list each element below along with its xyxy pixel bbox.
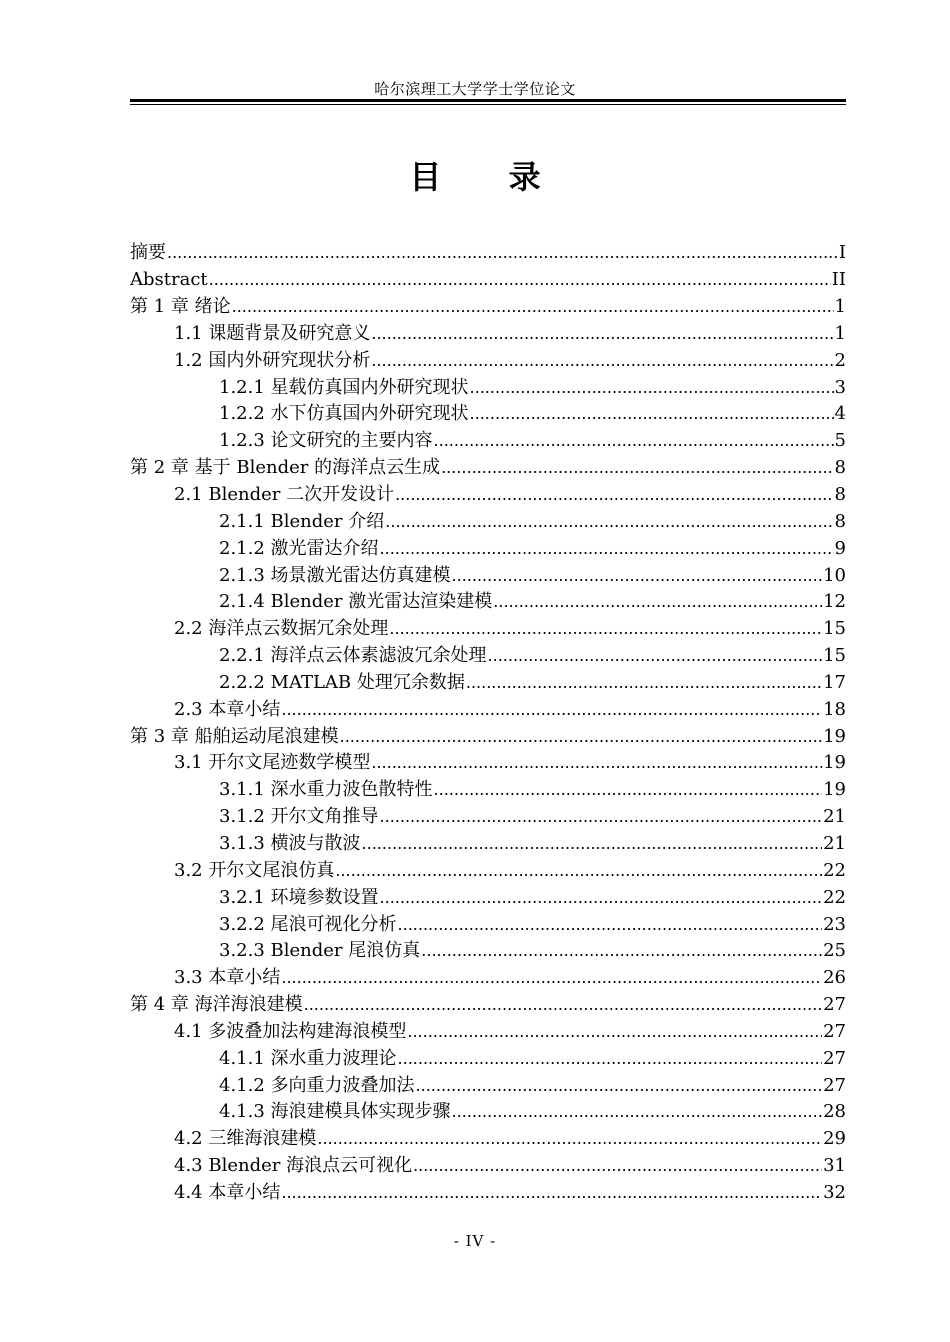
toc-entry-page: 21 [823, 806, 846, 828]
toc-leader-dots [470, 375, 834, 401]
toc-entry[interactable] [130, 616, 846, 643]
toc-entry[interactable] [130, 750, 846, 777]
toc-entry[interactable] [130, 911, 846, 938]
toc-entry-page: 19 [823, 752, 846, 774]
toc-leader-dots [493, 589, 822, 615]
toc-entry-label: 第 3 章 船舶运动尾浪建模 [130, 725, 339, 747]
toc-leader-dots [304, 992, 822, 1018]
toc-entry-page: 21 [823, 832, 846, 854]
toc-leader-dots [416, 1073, 823, 1099]
toc-entry-label: 4.1 多波叠加法构建海浪模型 [174, 1020, 407, 1042]
toc-leader-dots [398, 912, 823, 938]
toc-leader-dots [398, 1046, 823, 1072]
toc-entry[interactable] [130, 294, 846, 321]
toc-entry-label: 1.2.2 水下仿真国内外研究现状 [219, 403, 469, 425]
toc-leader-dots [380, 885, 823, 911]
toc-leader-dots [488, 643, 823, 669]
toc-leader-dots [395, 482, 833, 508]
toc-entry[interactable] [130, 428, 846, 455]
toc-entry-label: 2.2.1 海洋点云体素滤波冗余处理 [219, 645, 487, 667]
toc-entry-label: 3.2.2 尾浪可视化分析 [219, 913, 397, 935]
toc-entry-page: 15 [823, 645, 846, 667]
toc-entry-page: 15 [823, 618, 846, 640]
toc-entry[interactable] [130, 1126, 846, 1153]
toc-leader-dots [209, 267, 831, 293]
toc-entry-label: 1.1 课题背景及研究意义 [174, 322, 371, 344]
page-number: - IV - [453, 1232, 497, 1250]
toc-entry[interactable] [130, 455, 846, 482]
header-rule-thick [130, 99, 846, 102]
toc-entry-label: 3.3 本章小结 [174, 967, 281, 989]
toc-leader-dots [452, 563, 823, 589]
toc-leader-dots [371, 321, 833, 347]
toc-entry-label: 3.1 开尔文尾迹数学模型 [174, 752, 371, 774]
toc-leader-dots [434, 777, 823, 803]
toc-entry[interactable] [130, 347, 846, 374]
toc-entry[interactable] [130, 643, 846, 670]
toc-leader-dots [380, 536, 834, 562]
toc-entry[interactable] [130, 1018, 846, 1045]
toc-entry[interactable] [130, 723, 846, 750]
table-of-contents [130, 240, 846, 1206]
toc-entry-page: 2 [834, 349, 846, 371]
toc-entry-page: 27 [823, 1047, 846, 1069]
toc-entry-label: 3.1.2 开尔文角推导 [219, 806, 379, 828]
toc-entry[interactable] [130, 1072, 846, 1099]
toc-leader-dots [371, 348, 833, 374]
toc-entry-page: 17 [823, 671, 846, 693]
toc-entry-label: Abstract [130, 269, 208, 291]
toc-entry-page: 31 [823, 1155, 846, 1177]
toc-entry-label: 第 2 章 基于 Blender 的海洋点云生成 [130, 457, 441, 479]
toc-entry-label: 3.2.3 Blender 尾浪仿真 [219, 940, 421, 962]
toc-entry-label: 3.2.1 环境参数设置 [219, 886, 379, 908]
toc-entry-page: I [838, 242, 846, 264]
toc-entry-page: 10 [823, 564, 846, 586]
toc-title: 目 录 [409, 158, 569, 196]
toc-entry-page: 28 [823, 1101, 846, 1123]
toc-entry[interactable] [130, 267, 846, 294]
toc-entry[interactable] [130, 240, 846, 267]
toc-entry-page: 18 [823, 698, 846, 720]
toc-entry[interactable] [130, 777, 846, 804]
toc-entry-page: 27 [823, 994, 846, 1016]
toc-entry-page: 29 [823, 1128, 846, 1150]
toc-entry-label: 第 4 章 海洋海浪建模 [130, 994, 303, 1016]
toc-entry[interactable] [130, 965, 846, 992]
toc-entry[interactable] [130, 992, 846, 1019]
toc-entry-page: 26 [823, 967, 846, 989]
toc-entry-label: 2.1.3 场景激光雷达仿真建模 [219, 564, 451, 586]
toc-entry[interactable] [130, 401, 846, 428]
toc-entry-label: 4.1.3 海浪建模具体实现步骤 [219, 1101, 451, 1123]
toc-entry[interactable] [130, 884, 846, 911]
toc-leader-dots [340, 724, 822, 750]
toc-entry-label: 4.1.1 深水重力波理论 [219, 1047, 397, 1069]
toc-entry-page: II [831, 269, 846, 291]
toc-leader-dots [434, 428, 834, 454]
toc-leader-dots [470, 401, 834, 427]
toc-entry-label: 3.1.3 横波与散波 [219, 832, 361, 854]
toc-entry-label: 摘要 [130, 242, 166, 264]
toc-leader-dots [407, 1019, 822, 1045]
toc-leader-dots [317, 1126, 822, 1152]
toc-entry-page: 8 [834, 484, 846, 506]
toc-entry-page: 23 [823, 913, 846, 935]
toc-entry-label: 2.2.2 MATLAB 处理冗余数据 [219, 671, 465, 693]
toc-entry-page: 8 [834, 510, 846, 532]
toc-leader-dots [281, 1180, 822, 1206]
toc-entry[interactable] [130, 535, 846, 562]
toc-entry-label: 2.1.1 Blender 介绍 [219, 510, 385, 532]
toc-leader-dots [380, 804, 823, 830]
toc-entry-label: 4.3 Blender 海浪点云可视化 [174, 1155, 413, 1177]
toc-entry[interactable] [130, 1099, 846, 1126]
toc-entry[interactable] [130, 374, 846, 401]
toc-entry-page: 1 [834, 322, 846, 344]
toc-entry-label: 2.1.2 激光雷达介绍 [219, 537, 379, 559]
toc-entry-label: 3.2 开尔文尾浪仿真 [174, 859, 335, 881]
toc-entry[interactable] [130, 1153, 846, 1180]
toc-leader-dots [466, 670, 822, 696]
header-rule-thin [130, 104, 846, 105]
toc-entry-label: 2.1.4 Blender 激光雷达渲染建模 [219, 591, 493, 613]
toc-entry-page: 9 [834, 537, 846, 559]
toc-leader-dots [371, 750, 822, 776]
toc-entry[interactable] [130, 804, 846, 831]
toc-entry[interactable] [130, 831, 846, 858]
toc-entry[interactable] [130, 938, 846, 965]
toc-entry-page: 4 [834, 403, 846, 425]
toc-entry-label: 4.4 本章小结 [174, 1181, 281, 1203]
toc-entry-page: 22 [823, 886, 846, 908]
toc-entry-label: 1.2.3 论文研究的主要内容 [219, 430, 433, 452]
toc-entry-page: 1 [834, 296, 846, 318]
toc-entry-page: 19 [823, 725, 846, 747]
toc-entry[interactable] [130, 508, 846, 535]
toc-entry-label: 2.3 本章小结 [174, 698, 281, 720]
toc-entry-label: 1.2.1 星载仿真国内外研究现状 [219, 376, 469, 398]
toc-entry[interactable] [130, 321, 846, 348]
toc-leader-dots [232, 294, 834, 320]
toc-entry[interactable] [130, 857, 846, 884]
toc-leader-dots [385, 509, 833, 535]
toc-entry-page: 12 [823, 591, 846, 613]
toc-leader-dots [441, 455, 833, 481]
toc-leader-dots [389, 616, 822, 642]
toc-leader-dots [281, 965, 822, 991]
toc-entry[interactable] [130, 696, 846, 723]
toc-entry-label: 第 1 章 绪论 [130, 296, 231, 318]
toc-entry-label: 2.1 Blender 二次开发设计 [174, 484, 395, 506]
toc-entry-page: 3 [834, 376, 846, 398]
toc-entry[interactable] [130, 1045, 846, 1072]
toc-entry-page: 25 [823, 940, 846, 962]
toc-leader-dots [362, 831, 823, 857]
toc-leader-dots [452, 1099, 823, 1125]
toc-entry-label: 2.2 海洋点云数据冗余处理 [174, 618, 389, 640]
toc-entry-page: 8 [834, 457, 846, 479]
running-header: 哈尔滨理工大学学士学位论文 [374, 80, 576, 98]
toc-leader-dots [421, 938, 822, 964]
toc-entry[interactable] [130, 482, 846, 509]
toc-entry-label: 4.2 三维海浪建模 [174, 1128, 317, 1150]
toc-entry[interactable] [130, 562, 846, 589]
toc-leader-dots [167, 240, 838, 266]
toc-entry-page: 32 [823, 1181, 846, 1203]
toc-leader-dots [335, 858, 822, 884]
toc-entry-label: 1.2 国内外研究现状分析 [174, 349, 371, 371]
toc-entry-page: 27 [823, 1020, 846, 1042]
toc-entry[interactable] [130, 1180, 846, 1207]
toc-entry-label: 3.1.1 深水重力波色散特性 [219, 779, 433, 801]
toc-entry-page: 19 [823, 779, 846, 801]
toc-entry-page: 5 [834, 430, 846, 452]
toc-leader-dots [281, 697, 822, 723]
toc-entry-label: 4.1.2 多向重力波叠加法 [219, 1074, 415, 1096]
toc-entry-page: 27 [823, 1074, 846, 1096]
toc-leader-dots [413, 1153, 822, 1179]
toc-entry-page: 22 [823, 859, 846, 881]
toc-entry[interactable] [130, 589, 846, 616]
toc-entry[interactable] [130, 670, 846, 697]
